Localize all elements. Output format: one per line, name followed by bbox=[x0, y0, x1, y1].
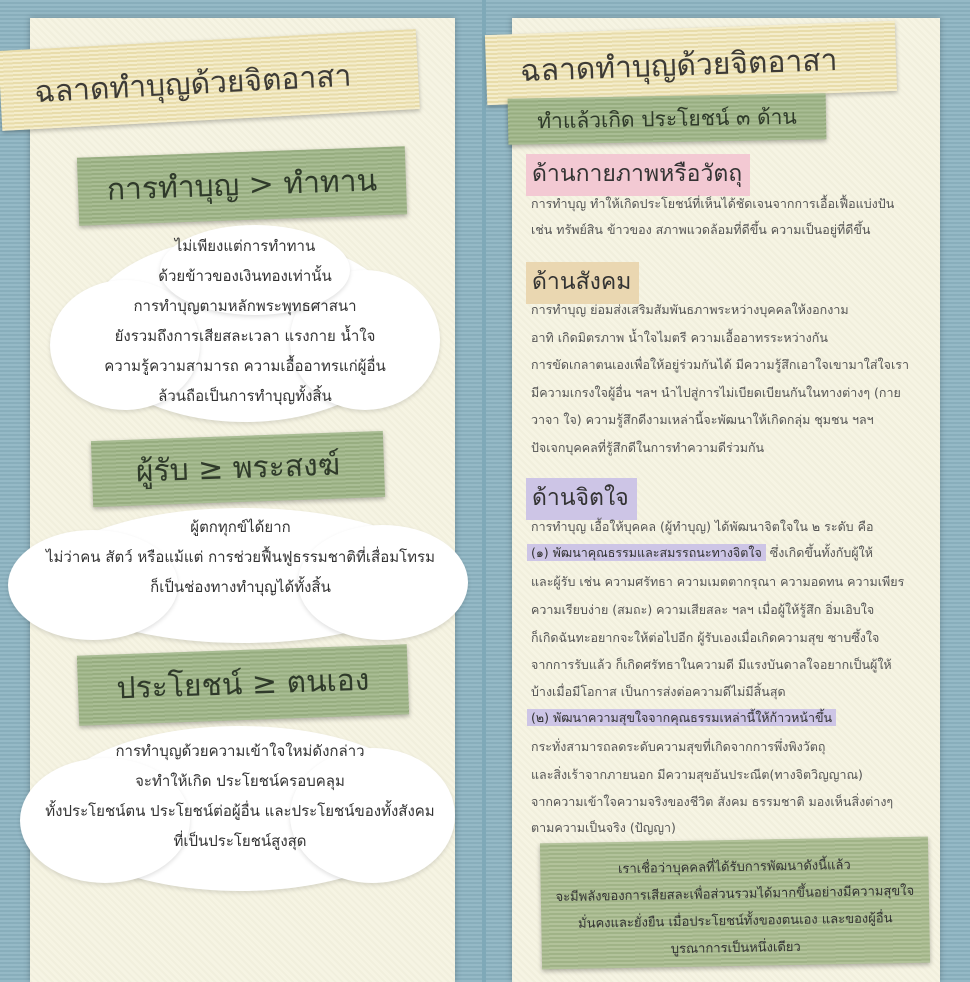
social-line: อาทิ เกิดมิตรภาพ น้ำใจไมตรี ความเอื้ออาทรระหว่างกัน bbox=[531, 330, 828, 345]
social-line: มีความเกรงใจผู้อื่น ฯลฯ นำไปสู่การไม่เบียดเบียนกันในทางต่างๆ (กาย bbox=[531, 385, 901, 400]
giving-line: ความรู้ความสามารถ ความเอื้ออาทรแก่ผู้อื่น bbox=[104, 357, 386, 375]
social-line: การทำบุญ ย่อมส่งเสริมสัมพันธภาพระหว่างบุคคลให้งอกงาม bbox=[531, 302, 849, 317]
social-line: การขัดเกลาตนเองเพื่อให้อยู่ร่วมกันได้ มีความรู้สึกเอาใจเขามาใส่ใจเรา bbox=[531, 357, 909, 372]
giving-line: การทำบุญตามหลักพระพุทธศาสนา bbox=[133, 297, 357, 315]
footer-line: มั่นคงและยั่งยืน เมื่อประโยชน์ทั้งของตนเอง และของผู้อื่น bbox=[577, 911, 893, 932]
giving-line: ล้วนถือเป็นการทำบุญทั้งสิ้น bbox=[158, 387, 332, 405]
receiver-line: ไม่ว่าคน สัตว์ หรือแม้แต่ การช่วยฟื้นฟูธรรมชาติที่เสื่อมโทรม bbox=[45, 548, 435, 566]
mind-line: กระทั่งสามารถลดระดับความสุขที่เกิดจากการพึ่งพิงวัตถุ bbox=[531, 739, 826, 754]
social-line: วาจา ใจ) ความรู้สึกดีงามเหล่านี้จะพัฒนาให้เกิดกลุ่ม ชุมชน ฯลฯ bbox=[531, 412, 874, 427]
mind-line: และผู้รับ เช่น ความศรัทธา ความเมตตากรุณา ความอดทน ความเพียร bbox=[531, 574, 905, 589]
cloud-giving bbox=[40, 225, 450, 430]
giving-line: ไม่เพียงแต่การทำทาน bbox=[174, 237, 316, 255]
footer-line: บูรณาการเป็นหนึ่งเดียว bbox=[670, 939, 801, 958]
physical-title: ด้านกายภาพหรือวัตถุ bbox=[526, 154, 750, 196]
cloud-benefit bbox=[20, 718, 460, 898]
social-title: ด้านสังคม bbox=[526, 262, 639, 304]
benefit-line: จะทำให้เกิด ประโยชน์ครอบคลุม bbox=[135, 772, 345, 790]
giving-line: ด้วยข้าวของเงินทองเท่านั้น bbox=[158, 267, 332, 285]
mind-point2-label: (๒) พัฒนาความสุขใจจากคุณธรรมเหล่านี้ให้ก้าวหน้าขึ้น bbox=[527, 709, 836, 726]
footer-line: เราเชื่อว่าบุคคลที่ได้รับการพัฒนาดังนี้แล้ว bbox=[617, 857, 851, 878]
social-line: ปัจเจกบุคคลที่รู้สึกดีในการทำความดีร่วมกัน bbox=[531, 440, 765, 455]
mind-line: และสิ่งเร้าจากภายนอก มีความสุขอันประณีต(ทางจิตวิญญาณ) bbox=[531, 767, 863, 782]
physical-line: เช่น ทรัพย์สิน ข้าวของ สภาพแวดล้อมที่ดีขึ้น ความเป็นอยู่ที่ดีขึ้น bbox=[531, 222, 871, 237]
mind-point1-label: (๑) พัฒนาคุณธรรมและสมรรถนะทางจิตใจ bbox=[527, 544, 766, 561]
mind-line: ตามความเป็นจริง (ปัญญา) bbox=[531, 820, 676, 835]
mind-point2 bbox=[527, 708, 836, 728]
footer-note bbox=[540, 837, 930, 970]
heading-receiver: ผู้รับ ≥ พระสงฆ์ bbox=[91, 431, 385, 507]
mind-line: จากการรับแล้ว ก็เกิดศรัทธาในความดี มีแรงบันดาลใจอยากเป็นผู้ให้ bbox=[531, 657, 892, 672]
mind-line: ก็เกิดฉันทะอยากจะให้ต่อไปอีก ผู้รับเองเมื่อเกิดความสุข ซาบซึ้งใจ bbox=[531, 630, 880, 645]
giving-line: ยังรวมถึงการเสียสละเวลา แรงกาย น้ำใจ bbox=[114, 327, 376, 345]
physical-line: การทำบุญ ทำให้เกิดประโยชน์ที่เห็นได้ชัดเจนจากการเอื้อเฟื้อแบ่งปัน bbox=[531, 196, 895, 211]
cloud-receiver bbox=[8, 500, 473, 650]
mind-point1 bbox=[527, 543, 873, 563]
right-title-tape bbox=[485, 21, 897, 105]
benefit-line: ทั้งประโยชน์ตน ประโยชน์ต่อผู้อื่น และประโยชน์ของทั้งสังคม bbox=[45, 802, 435, 820]
footer-line: จะมีพลังของการเสียสละเพื่อส่วนรวมได้มากขึ้นอย่างมีความสุขใจ bbox=[555, 883, 915, 906]
receiver-line: ผู้ตกทุกข์ได้ยาก bbox=[190, 518, 291, 536]
benefit-line: ที่เป็นประโยชน์สูงสุด bbox=[173, 832, 307, 850]
mind-title: ด้านจิตใจ bbox=[526, 478, 637, 520]
mind-line: บ้างเมื่อมีโอกาส เป็นการส่งต่อความดีไม่มีสิ้นสุด bbox=[531, 684, 786, 699]
benefit-line: การทำบุญด้วยความเข้าใจใหม่ดังกล่าว bbox=[115, 742, 365, 760]
mind-point1-rest: ซึ่งเกิดขึ้นทั้งกับผู้ให้ bbox=[765, 545, 873, 560]
mind-line: จากความเข้าใจความจริงของชีวิต สังคม ธรรมชาติ มองเห็นสิ่งต่างๆ bbox=[531, 794, 894, 809]
mind-line: ความเรียบง่าย (สมถะ) ความเสียสละ ฯลฯ เมื่อผู้ให้รู้สึก อิ่มเอิบใจ bbox=[531, 602, 875, 617]
heading-giving: การทำบุญ > ทำทาน bbox=[77, 146, 407, 225]
receiver-line: ก็เป็นช่องทางทำบุญได้ทั้งสิ้น bbox=[150, 578, 331, 596]
right-subtitle: ทำแล้วเกิด ประโยชน์ ๓ ด้าน bbox=[508, 93, 827, 145]
left-title: ฉลาดทำบุญด้วยจิตอาสา bbox=[33, 58, 353, 111]
heading-benefit: ประโยชน์ ≥ ตนเอง bbox=[77, 644, 409, 725]
mind-intro: การทำบุญ เอื้อให้บุคคล (ผู้ทำบุญ) ได้พัฒนาจิตใจใน ๒ ระดับ คือ bbox=[531, 519, 874, 534]
right-title: ฉลาดทำบุญด้วยจิตอาสา bbox=[519, 42, 838, 89]
